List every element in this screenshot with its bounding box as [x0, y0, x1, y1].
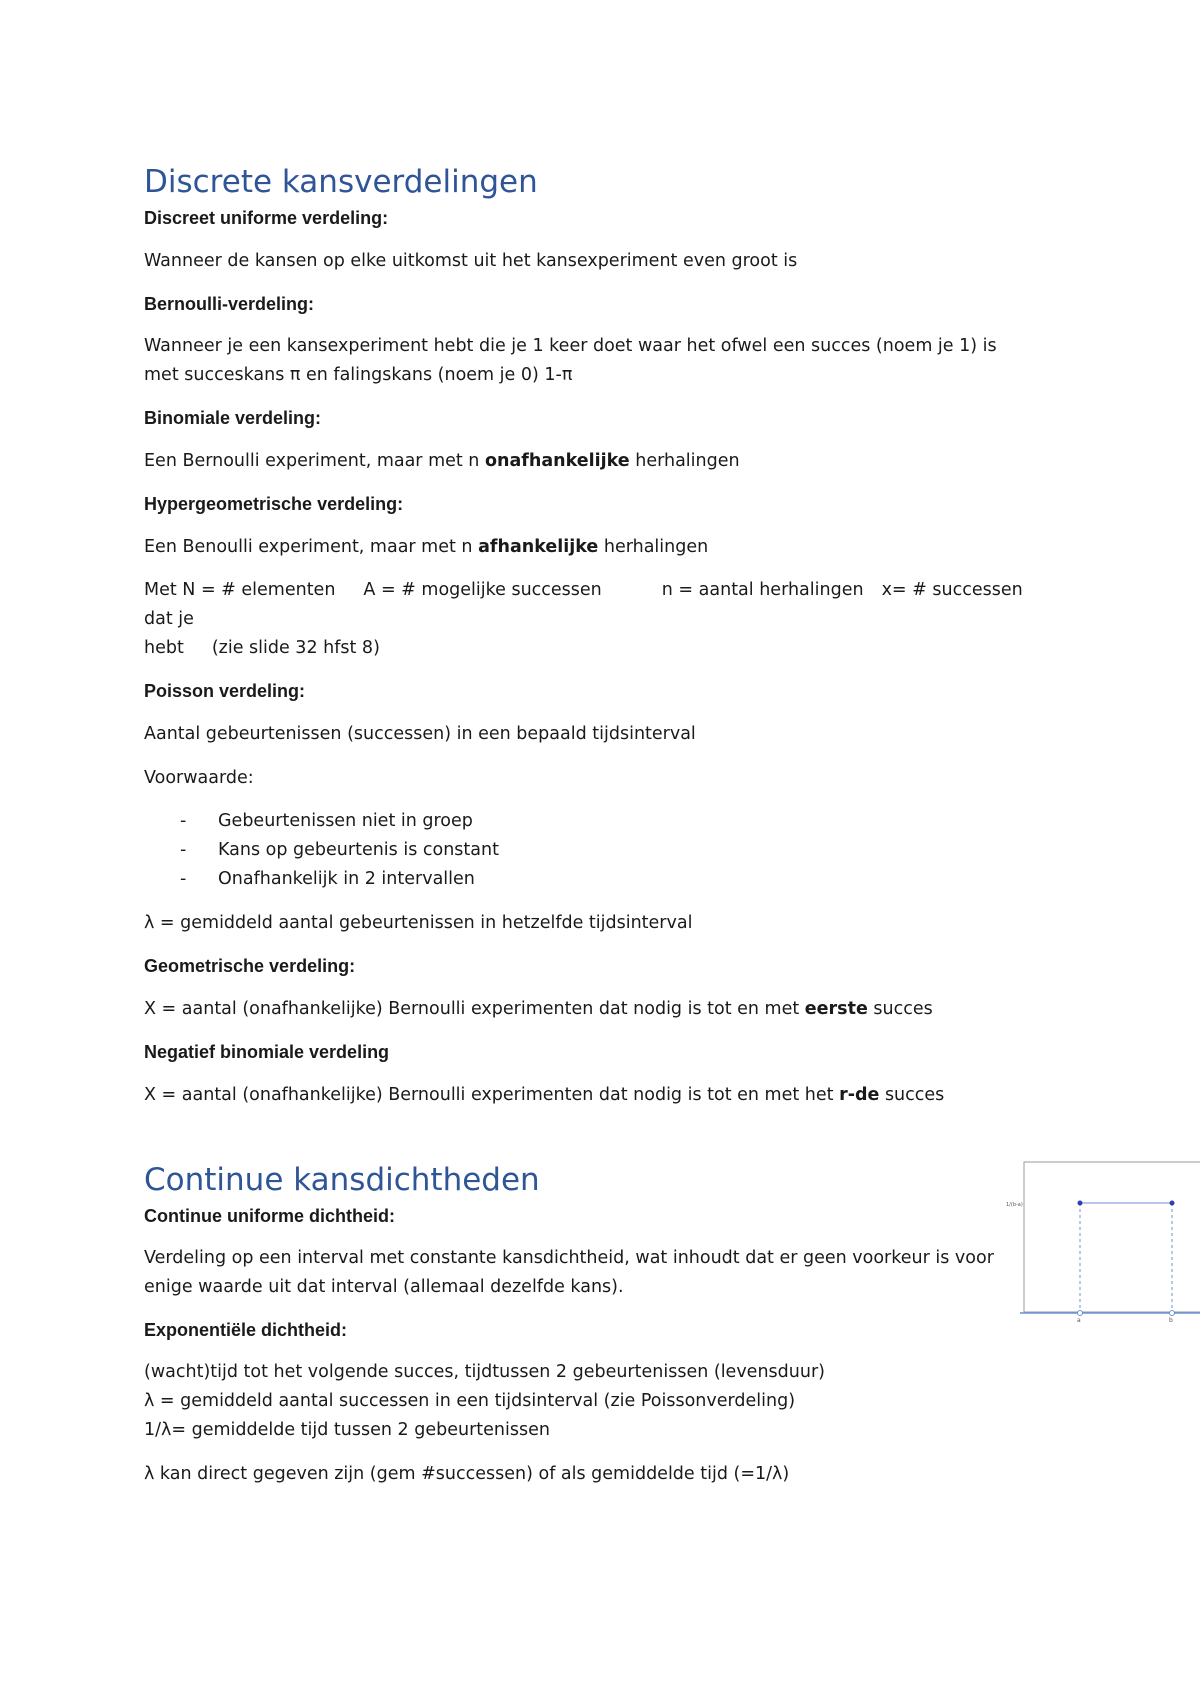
text-geometric	[144, 994, 1044, 1024]
text-exponential-line1: (wacht)tijd tot het volgende succes, tijdtussen 2 gebeurtenissen (levensduur)	[144, 1362, 825, 1382]
heading-continuous-uniform: Continue uniforme dichtheid:	[144, 1206, 395, 1226]
text-hyper-post: herhalingen	[598, 537, 709, 557]
text-poisson: Aantal gebeurtenissen (successen) in een bepaald tijdsinterval	[144, 724, 696, 744]
list-item: - Gebeurtenissen niet in groep	[180, 807, 1044, 836]
heading-bernoulli: Bernoulli-verdeling:	[144, 294, 315, 314]
text-hyper-definitions	[144, 576, 1044, 634]
figure-point-b-bottom	[1170, 1311, 1175, 1316]
def-x: x= # successen dat je	[144, 580, 1023, 629]
figure-x-label-a: a	[1077, 1317, 1081, 1324]
document-body	[144, 160, 1044, 1489]
text-binomial-pre: Een Bernoulli experiment, maar met n	[144, 451, 485, 471]
text-continuous-uniform-line1: Verdeling op een interval met constante kansdichtheid, wat inhoudt dat er geen voorkeur is voor	[144, 1248, 994, 1268]
text-exponential-line3: 1/λ= gemiddelde tijd tussen 2 gebeurtenissen	[144, 1420, 550, 1440]
text-negbin-pre: X = aantal (onafhankelijke) Bernoulli experimenten dat nodig is tot en met het	[144, 1085, 840, 1105]
text-geo-bold: eerste	[804, 999, 868, 1019]
text-negbin-bold: r-de	[839, 1085, 880, 1105]
text-hyper-pre: Een Benoulli experiment, maar met n	[144, 537, 479, 557]
def-hebt: hebt	[144, 638, 184, 658]
text-continuous-uniform-line2: enige waarde uit dat interval (allemaal dezelfde kans).	[144, 1277, 624, 1297]
heading-exponential: Exponentiële dichtheid:	[144, 1320, 348, 1340]
text-discrete-uniform: Wanneer de kansen op elke uitkomst uit het kansexperiment even groot is	[144, 251, 798, 271]
text-negbin-post: succes	[879, 1085, 945, 1105]
figure-y-label: 1/(b-a)	[1006, 1202, 1023, 1208]
uniform-density-figure	[1004, 1160, 1200, 1324]
heading-hypergeometric: Hypergeometrische verdeling:	[144, 494, 404, 514]
figure-point-a-bottom	[1078, 1311, 1083, 1316]
heading-poisson: Poisson verdeling:	[144, 681, 306, 701]
poisson-conditions-list	[144, 807, 1044, 894]
text-bernoulli-line1: Wanneer je een kansexperiment hebt die je 1 keer doet waar het ofwel een succes (noem je 1) is	[144, 336, 997, 356]
text-binomial-bold: onafhankelijke	[484, 451, 630, 471]
text-geo-post: succes	[867, 999, 933, 1019]
text-bernoulli-line2: met succeskans π en falingskans (noem je 0) 1-π	[144, 365, 573, 385]
figure-point-a-top	[1078, 1201, 1083, 1206]
figure-frame	[1024, 1162, 1200, 1312]
def-n: n = aantal herhalingen	[661, 580, 864, 600]
figure-point-b-top	[1170, 1201, 1175, 1206]
text-binomial-post: herhalingen	[629, 451, 740, 471]
text-negbinomial	[144, 1080, 1044, 1110]
def-ref: (zie slide 32 hfst 8)	[211, 638, 380, 658]
heading-negbinomial: Negatief binomiale verdeling	[144, 1042, 390, 1062]
section-title-discrete: Discrete kansverdelingen	[144, 164, 538, 200]
text-hypergeometric	[144, 532, 1044, 562]
heading-geometric: Geometrische verdeling:	[144, 956, 356, 976]
text-exponential-line4: λ kan direct gegeven zijn (gem #successen) of als gemiddelde tijd (=1/λ)	[144, 1464, 790, 1484]
list-item: - Kans op gebeurtenis is constant	[180, 836, 1044, 865]
heading-discrete-uniform: Discreet uniforme verdeling:	[144, 208, 389, 228]
text-hyper-bold: afhankelijke	[478, 537, 599, 557]
list-item: - Onafhankelijk in 2 intervallen	[180, 865, 1044, 894]
text-poisson-condition-label: Voorwaarde:	[144, 768, 254, 788]
text-exponential-line2: λ = gemiddeld aantal successen in een tijdsinterval (zie Poissonverdeling)	[144, 1391, 796, 1411]
heading-binomial: Binomiale verdeling:	[144, 408, 322, 428]
def-N: Met N = # elementen	[144, 580, 336, 600]
text-hyper-definitions-2	[144, 634, 1044, 663]
def-A: A = # mogelijke successen	[363, 580, 602, 600]
text-geo-pre: X = aantal (onafhankelijke) Bernoulli experimenten dat nodig is tot en met	[144, 999, 805, 1019]
figure-x-label-b: b	[1169, 1317, 1173, 1324]
section-title-continuous: Continue kansdichtheden	[144, 1162, 540, 1198]
text-binomial	[144, 446, 1044, 476]
text-poisson-lambda: λ = gemiddeld aantal gebeurtenissen in hetzelfde tijdsinterval	[144, 913, 693, 933]
